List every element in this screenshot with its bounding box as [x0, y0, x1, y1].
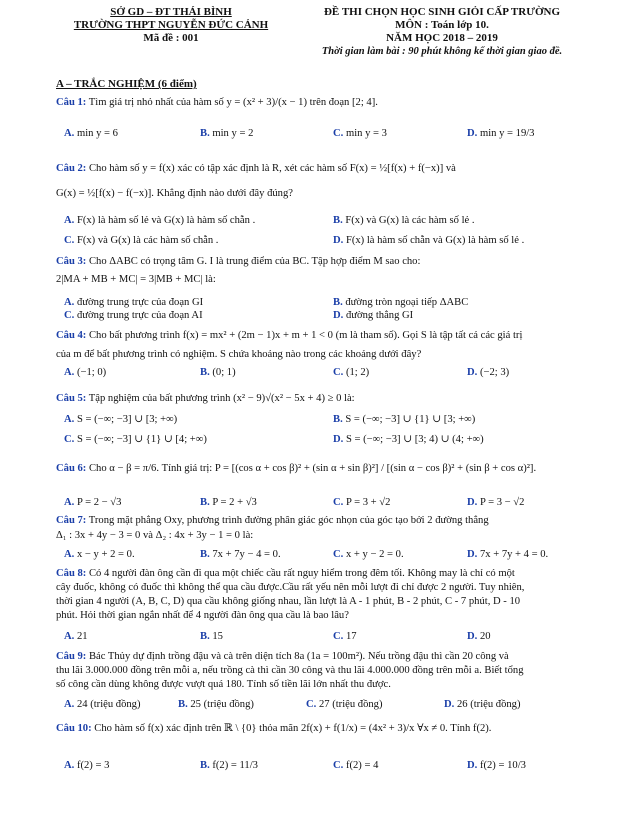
question-label: Câu 3: — [56, 256, 87, 267]
question-text: Có 4 người đàn ông cần đi qua một chiếc cầu rất nguy hiểm trong đêm tối. Không may là chỉ có một — [88, 568, 515, 579]
q6-option-a[interactable]: A. P = 2 − √3 — [64, 497, 122, 508]
q2-option-b[interactable]: B. F(x) và G(x) là các hàm số lẻ . — [333, 215, 475, 226]
department-name: SỞ GD – ĐT THÁI BÌNH — [110, 6, 232, 18]
q3-option-d[interactable]: D. đường thẳng GI — [333, 310, 414, 321]
q3-option-a[interactable]: A. đường trung trực của đoạn GI — [64, 297, 204, 308]
q6-option-c[interactable]: C. P = 3 + √2 — [333, 497, 391, 508]
q3-option-c[interactable]: C. đường trung trực của đoạn AI — [64, 310, 203, 321]
q2-option-c[interactable]: C. F(x) và G(x) là các hàm số chẵn . — [64, 235, 219, 246]
question-8-line2: cây đuốc, không có đuốc thì không thể qua cầu được.Cầu rất yếu nên mỗi lượt đi chỉ được 2 người. Tuy nhiên, — [56, 582, 525, 593]
q9-option-d[interactable]: D. 26 (triệu đồng) — [444, 699, 521, 710]
question-5 — [56, 393, 568, 406]
question-text: Cho hàm số y = f(x) xác có tập xác định là R, xét các hàm số F(x) = ½[f(x) + f(−x)] và — [88, 163, 456, 174]
question-3-line2: 2|MA + MB + MC| = 3|MB + MC| là: — [56, 274, 216, 285]
q5-option-c[interactable]: C. S = (−∞; −3] ∪ {1} ∪ [4; +∞) — [64, 434, 207, 445]
q1-option-a[interactable]: A. min y = 6 — [64, 128, 118, 139]
question-9-line3: số công cần dùng không được vượt quá 180. Tính số tiền lãi lớn nhất thu được. — [56, 679, 391, 690]
question-label: Câu 6: — [56, 463, 87, 474]
question-10 — [56, 723, 568, 736]
question-4 — [56, 330, 568, 343]
question-label: Câu 7: — [56, 515, 87, 526]
q8-option-a[interactable]: A. 21 — [64, 631, 88, 642]
school-name: TRƯỜNG THPT NGUYỄN ĐỨC CẢNH — [73, 19, 269, 31]
question-8-line4: phút. Hỏi thời gian ngắn nhất để 4 người đàn ông qua cầu là bao lâu? — [56, 610, 349, 621]
exam-header — [292, 6, 592, 58]
q9-option-a[interactable]: A. 24 (triệu đồng) — [64, 699, 141, 710]
school-header — [56, 6, 286, 45]
q8-option-c[interactable]: C. 17 — [333, 631, 357, 642]
question-label: Câu 4: — [56, 330, 87, 341]
q7-option-d[interactable]: D. 7x + 7y + 4 = 0. — [467, 549, 549, 560]
q1-option-c[interactable]: C. min y = 3 — [333, 128, 387, 139]
q4-option-b[interactable]: B. (0; 1) — [200, 367, 236, 378]
question-4-line2: của m để bất phương trình có nghiệm. S chứa khoảng nào trong các khoảng dưới đây? — [56, 349, 422, 360]
question-2-line2: G(x) = ½[f(x) − f(−x)]. Khẳng định nào dưới đây đúng? — [56, 188, 293, 199]
q6-option-d[interactable]: D. P = 3 − √2 — [467, 497, 525, 508]
question-label: Câu 9: — [56, 651, 87, 662]
question-7 — [56, 515, 568, 528]
question-text: Tìm giá trị nhỏ nhất của hàm số y = (x² + 3)/(x − 1) trên đoạn [2; 4]. — [88, 97, 378, 108]
q6-option-b[interactable]: B. P = 2 + √3 — [200, 497, 257, 508]
question-text: Cho ΔABC có trọng tâm G. I là trung điểm của BC. Tập hợp điểm M sao cho: — [88, 256, 421, 267]
q5-option-a[interactable]: A. S = (−∞; −3] ∪ [3; +∞) — [64, 414, 178, 425]
q8-option-d[interactable]: D. 20 — [467, 631, 491, 642]
q5-option-d[interactable]: D. S = (−∞; −3] ∪ [3; 4) ∪ (4; +∞) — [333, 434, 484, 445]
question-text: Cho α − β = π/6. Tính giá trị: P = [(cos α + cos β)² + (sin α + sin β)²] / [(sin α − cos β)² + (sin β + cos α)²]. — [88, 463, 537, 474]
q8-option-b[interactable]: B. 15 — [200, 631, 223, 642]
question-label: Câu 5: — [56, 393, 87, 404]
question-label: Câu 8: — [56, 568, 87, 579]
question-text: Trong mặt phẳng Oxy, phương trình đường phân giác góc nhọn của góc tạo bởi 2 đường thẳng — [88, 515, 489, 526]
q9-option-c[interactable]: C. 27 (triệu đồng) — [306, 699, 383, 710]
q5-option-b[interactable]: B. S = (−∞; −3] ∪ {1} ∪ [3; +∞) — [333, 414, 476, 425]
question-8-line3: thời gian 4 người (A, B, C, D) qua cầu không giống nhau, lần lượt là A - 1 phút, B - 2 phút, C - 7 phút, D - 10 — [56, 596, 521, 607]
q10-option-d[interactable]: D. f(2) = 10/3 — [467, 760, 526, 771]
q3-option-b[interactable]: B. đường tròn ngoại tiếp ΔABC — [333, 297, 469, 308]
q4-option-c[interactable]: C. (1; 2) — [333, 367, 370, 378]
section-title: A – TRẮC NGHIỆM (6 điểm) — [56, 78, 197, 90]
q2-option-a[interactable]: A. F(x) là hàm số lẻ và G(x) là hàm số chẵn . — [64, 215, 256, 226]
question-text: Cho bất phương trình f(x) = mx² + (2m − 1)x + m + 1 < 0 (m là tham số). Gọi S là tập tất cả các giá trị — [88, 330, 523, 341]
q4-option-a[interactable]: A. (−1; 0) — [64, 367, 107, 378]
question-text: Tập nghiệm của bất phương trình (x² − 9)√(x² − 5x + 4) ≥ 0 là: — [88, 393, 355, 404]
q10-option-b[interactable]: B. f(2) = 11/3 — [200, 760, 258, 771]
question-7-line2: Δ₁ : 3x + 4y − 3 = 0 và Δ₂ : 4x + 3y − 1 = 0 là: — [56, 530, 254, 541]
q10-option-c[interactable]: C. f(2) = 4 — [333, 760, 379, 771]
question-9 — [56, 651, 568, 664]
question-2 — [56, 163, 568, 176]
q10-option-a[interactable]: A. f(2) = 3 — [64, 760, 110, 771]
question-text: Cho hàm số f(x) xác định trên ℝ \ {0} thỏa mãn 2f(x) + f(1/x) = (4x² + 3)/x ∀x ≠ 0. Tính f(2). — [94, 723, 492, 734]
exam-code: Mã đề : 001 — [143, 32, 199, 44]
exam-subject: MÔN : Toán lớp 10. — [395, 19, 489, 31]
school-year: NĂM HỌC 2018 – 2019 — [386, 32, 498, 44]
question-label: Câu 10: — [56, 723, 92, 734]
exam-duration: Thời gian làm bài : 90 phút không kể thời gian giao đề. — [321, 46, 563, 57]
question-label: Câu 1: — [56, 97, 87, 108]
q4-option-d[interactable]: D. (−2; 3) — [467, 367, 510, 378]
question-1 — [56, 97, 568, 110]
question-6 — [56, 463, 568, 476]
question-3 — [56, 256, 568, 269]
q1-option-b[interactable]: B. min y = 2 — [200, 128, 254, 139]
q2-option-d[interactable]: D. F(x) là hàm số chẵn và G(x) là hàm số lẻ . — [333, 235, 525, 246]
question-8 — [56, 568, 568, 581]
q7-option-b[interactable]: B. 7x + 7y − 4 = 0. — [200, 549, 281, 560]
q7-option-a[interactable]: A. x − y + 2 = 0. — [64, 549, 135, 560]
question-label: Câu 2: — [56, 163, 87, 174]
q1-option-d[interactable]: D. min y = 19/3 — [467, 128, 535, 139]
q7-option-c[interactable]: C. x + y − 2 = 0. — [333, 549, 404, 560]
question-text: Bác Thủy dự định trồng đậu và cà trên diện tích 8a (1a = 100m²). Nếu trồng đậu thì cần 20 công và — [88, 651, 509, 662]
q9-option-b[interactable]: B. 25 (triệu đồng) — [178, 699, 254, 710]
exam-title: ĐỀ THI CHỌN HỌC SINH GIỎI CẤP TRƯỜNG — [323, 6, 561, 18]
question-9-line2: thu lãi 3.000.000 đồng trên mỗi a, nếu trồng cà thì cần 30 công và thu lãi 4.000.000 đồng trên mỗi a. Biết tổng — [56, 665, 524, 676]
